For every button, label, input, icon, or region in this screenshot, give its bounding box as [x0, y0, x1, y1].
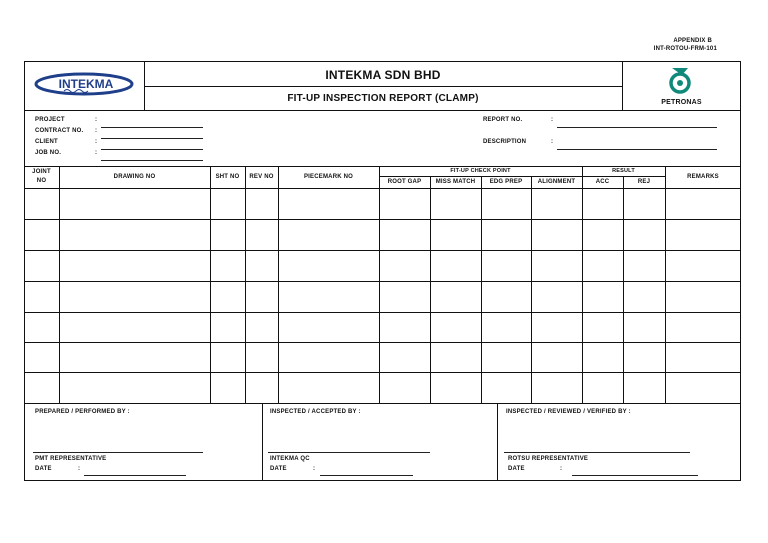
col-miss-match: MISS MATCH: [435, 179, 476, 185]
description-field[interactable]: [557, 149, 717, 150]
date-field-3[interactable]: [572, 475, 698, 476]
rotsu-representative-label: ROTSU REPRESENTATIVE: [508, 456, 589, 462]
project-label: PROJECT: [35, 117, 65, 123]
colon: :: [551, 139, 554, 145]
col-drawing-no: DRAWING NO: [113, 174, 156, 180]
colon: :: [95, 150, 98, 156]
client-field[interactable]: [101, 149, 203, 150]
prepared-by-label: PREPARED / PERFORMED BY :: [35, 409, 130, 415]
intekma-qc-label: INTEKMA QC: [270, 456, 310, 462]
colon: :: [313, 466, 316, 472]
inspected-reviewed-label: INSPECTED / REVIEWED / VERIFIED BY :: [506, 409, 631, 415]
col-root-gap: ROOT GAP: [387, 179, 422, 185]
date-label-2: DATE: [270, 466, 287, 472]
col-remarks: REMARKS: [687, 174, 719, 180]
col-rej: REJ: [637, 179, 651, 185]
description-label: DESCRIPTION: [483, 139, 527, 145]
report-title: FIT-UP INSPECTION REPORT (CLAMP): [287, 93, 479, 104]
company-name: INTEKMA SDN BHD: [325, 68, 441, 82]
intekma-signature-line[interactable]: [268, 452, 430, 453]
col-fitup-check-point: FIT-UP CHECK POINT: [450, 168, 511, 174]
col-edg-prep: EDG PREP: [489, 179, 523, 185]
job-field[interactable]: [101, 160, 203, 161]
colon: :: [78, 466, 81, 472]
job-label: JOB NO.: [35, 150, 62, 156]
date-label-1: DATE: [35, 466, 52, 472]
col-joint-no-2: NO: [36, 178, 47, 184]
col-rev-no: REV NO: [249, 174, 274, 180]
petronas-logo-icon: [668, 66, 692, 94]
report-no-field[interactable]: [557, 127, 717, 128]
date-field-2[interactable]: [320, 475, 413, 476]
client-label: CLIENT: [35, 139, 58, 145]
contract-label: CONTRACT NO.: [35, 128, 84, 134]
date-field-1[interactable]: [84, 475, 186, 476]
colon: :: [95, 128, 98, 134]
colon: :: [95, 139, 98, 145]
col-acc: ACC: [595, 179, 610, 185]
pmt-representative-label: PMT REPRESENTATIVE: [35, 456, 107, 462]
col-alignment: ALIGNMENT: [537, 179, 576, 185]
rotsu-signature-line[interactable]: [504, 452, 690, 453]
col-result: RESULT: [612, 168, 635, 174]
inspected-accepted-label: INSPECTED / ACCEPTED BY :: [270, 409, 361, 415]
intekma-logo: [34, 72, 134, 96]
appendix-label: APPENDIX B: [673, 38, 712, 44]
form-code: INT-ROTOU-FRM-101: [653, 46, 717, 52]
colon: :: [551, 117, 554, 123]
project-field[interactable]: [101, 127, 203, 128]
colon: :: [95, 117, 98, 123]
colon: :: [560, 466, 563, 472]
col-sht-no: SHT NO: [215, 174, 240, 180]
petronas-logo-text: PETRONAS: [661, 99, 702, 106]
intekma-logo-text: INTEKMA: [58, 77, 114, 91]
date-label-3: DATE: [508, 466, 525, 472]
col-joint-no: JOINT: [32, 169, 51, 175]
contract-field[interactable]: [101, 138, 203, 139]
report-no-label: REPORT NO.: [483, 117, 523, 123]
col-piecemark-no: PIECEMARK NO: [303, 174, 354, 180]
pmt-signature-line[interactable]: [33, 452, 203, 453]
